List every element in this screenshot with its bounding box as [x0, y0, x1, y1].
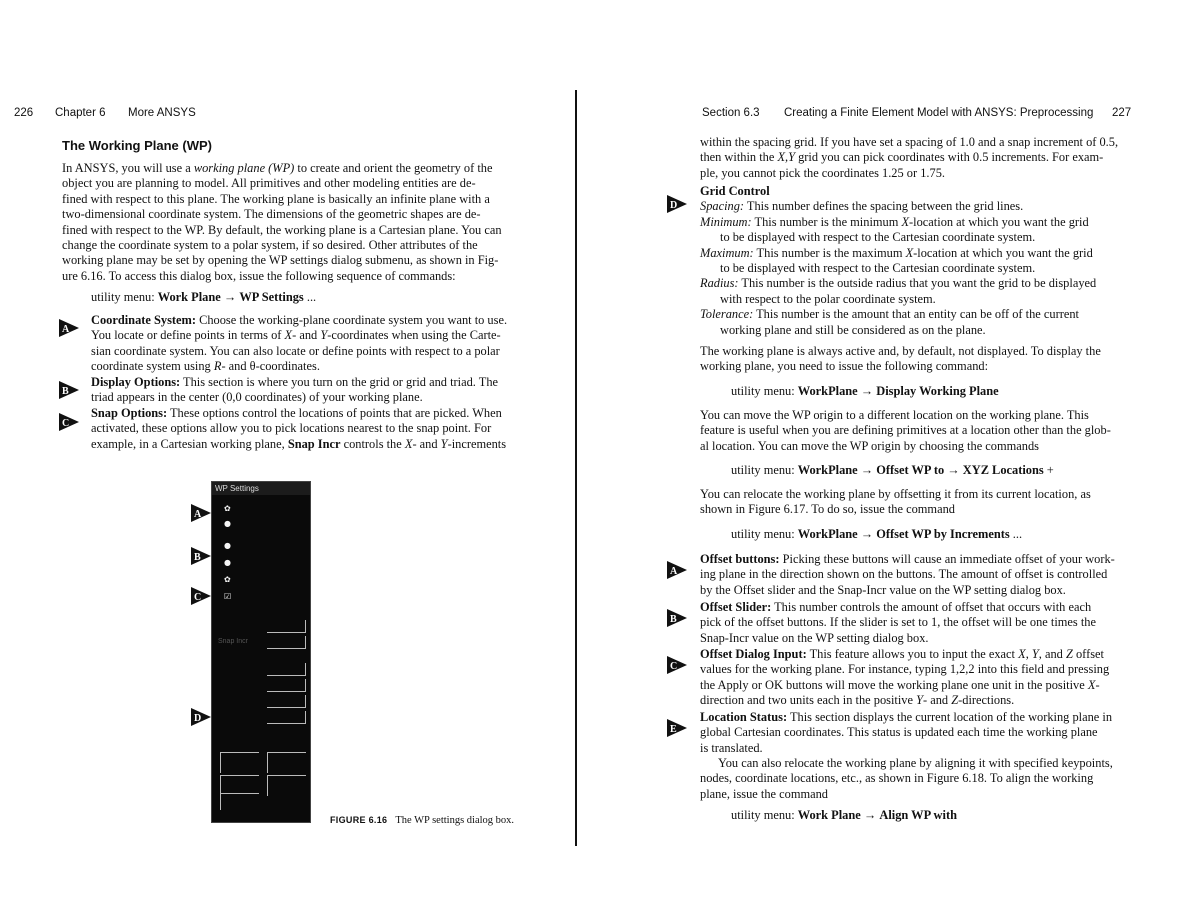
button-frame: [220, 793, 259, 810]
text-line: object you are planning to model. All primitives and other modeling entities are de-: [62, 176, 476, 191]
command-offset-by-increments: utility menu: WorkPlane → Offset WP by Increments ...: [731, 527, 1023, 541]
chapter-title: More ANSYS: [128, 107, 196, 119]
item-offset-dialog-input: Offset Dialog Input: This feature allows you to input the exact X, Y, and Z offset values for the working plane. For instance, typing 1,2,2 into this field and pressing the Apply or OK buttons will move the working plane one unit in the positive X- direction and two units each in the positive Y- and Z-directions.: [700, 647, 1110, 708]
align-paragraph: You can also relocate the working plane by aligning it with specified keypoints, nodes, coordinate locations, etc., as shown in Figure 6.18. To align the working plane, issue the command: [700, 756, 1113, 801]
field-label: Snap Incr: [218, 638, 248, 645]
text-line: working plane may be set by opening the WP settings dialog submenu, as shown in Fig-: [62, 253, 499, 268]
svg-text:C: C: [670, 661, 678, 672]
svg-text:A: A: [194, 509, 202, 520]
item-coordinate-system: Coordinate System: Choose the working-plane coordinate system you want to use. You locate or define points in terms of X- and Y-coordinates when using the Carte- sian coordinate system. You can also locate or define points with respect to a polar coordinate system using R- and θ-coordinates.: [91, 313, 508, 374]
input-field: [267, 679, 306, 692]
marker-c-icon: [58, 412, 80, 432]
command-align-wp: utility menu: Work Plane → Align WP with: [731, 808, 957, 822]
input-field: [267, 636, 306, 649]
svg-text:B: B: [670, 614, 677, 625]
text-line: within the spacing grid. If you have set a spacing of 1.0 and a snap increment of 0.5,: [700, 135, 1119, 149]
radio-icon: ✿: [224, 504, 231, 513]
command-wp-settings: utility menu: Work Plane → WP Settings ...: [91, 290, 317, 304]
move-origin-paragraph: You can move the WP origin to a different location on the working plane. This feature is useful when you are defining primitives at a location other than the glob- al location. You can move the WP origin by choosing the commands: [700, 408, 1111, 453]
text-line: In ANSYS, you will use a working plane (WP) to create and orient the geometry of the: [62, 161, 493, 175]
grid-control-heading: Grid Control: [700, 184, 770, 198]
button-frame: [220, 752, 259, 773]
radio-icon: ●: [224, 558, 231, 567]
item-display-options: Display Options: This section is where you turn on the grid or grid and triad. The triad appears in the center (0,0 coordinates) of your working plane.: [91, 375, 499, 405]
section-label: Section 6.3: [702, 107, 760, 119]
marker-a-right-icon: [666, 560, 688, 580]
section-title: Creating a Finite Element Model with ANSYS: Preprocessing: [784, 107, 1094, 119]
svg-text:E: E: [670, 724, 677, 735]
item-snap-options: Snap Options: These options control the locations of points that are picked. When activated, these options allow you to pick locations nearest to the snap point. For example, in a Cartesian working plane, Snap Incr controls the X- and Y-increments: [91, 406, 507, 451]
text-line: You locate or define points in terms of X- and Y-coordinates when using the Carte-: [91, 328, 501, 343]
book-spine-divider: [575, 90, 577, 846]
figure-marker-d-icon: [190, 707, 212, 727]
checkbox-icon: ☑: [224, 592, 232, 601]
command-display-working-plane: utility menu: WorkPlane → Display Working Plane: [731, 384, 999, 398]
text-line: fined with respect to the WP. By default, the working plane is a Cartesian plane. You can: [62, 222, 502, 237]
input-field: [267, 663, 306, 676]
marker-b-icon: [58, 380, 80, 400]
svg-text:D: D: [670, 200, 678, 211]
button-frame: [267, 775, 306, 796]
figure-marker-c-icon: [190, 586, 212, 606]
display-paragraph: The working plane is always active and, by default, not displayed. To display the working plane, you need to issue the following command:: [700, 344, 1101, 374]
command-offset-wp-to: utility menu: WorkPlane → Offset WP to → XYZ Locations +: [731, 463, 1054, 477]
svg-text:D: D: [194, 713, 202, 724]
text-line: activated, these options allow you to pick locations nearest to the snap point. For: [91, 421, 492, 436]
item-offset-slider: Offset Slider: This number controls the amount of offset that occurs with each pick of the offset buttons. If the slider is set to 1, the offset will be one times the Snap-Incr value on the WP setting dialog box.: [700, 600, 1096, 645]
text-line: example, in a Cartesian working plane, Snap Incr controls the X- and Y-increments: [91, 436, 507, 451]
text-line: then within the X,Y grid you can pick coordinates with 0.5 increments. For exam-: [700, 150, 1104, 165]
page-number-right: 227: [1112, 107, 1132, 119]
text-line: ure 6.16. To access this dialog box, issue the following sequence of commands:: [62, 268, 456, 283]
radio-icon: ●: [224, 541, 231, 550]
text-line: fined with respect to this plane. The working plane is basically an infinite plane with a: [62, 191, 490, 206]
relocate-paragraph: You can relocate the working plane by offsetting it from its current location, as shown in Figure 6.17. To do so, issue the command: [700, 487, 1091, 517]
chapter-label: Chapter 6: [55, 107, 106, 119]
wp-settings-dialog-figure: [211, 481, 311, 823]
input-field: [267, 695, 306, 708]
button-frame: [267, 752, 306, 773]
svg-text:B: B: [194, 552, 201, 563]
figure-caption: FIGURE 6.16 The WP settings dialog box.: [330, 815, 515, 826]
svg-text:C: C: [194, 592, 202, 603]
grid-control-section: Grid Control Spacing: This number defines the spacing between the grid lines. Minimum: This number is the minimum X-location at which you want the grid to be displayed with respect to the Cartesian coordinate system. Maximum: This number is the maximum X-location at which you want the grid to be displayed with respect to the Cartesian coordinate system. Radius: This number is the outside radius that you want the grid to be displayed with respect to the polar coordinate system. Tolerance: This number is the amount that an entity can be off of the current working plane and still be considered as on the plane.: [700, 184, 1097, 337]
item-location-status: Location Status: This section displays the current location of the working plane in global Cartesian coordinates. This status is updated each time the working plane is translated.: [700, 710, 1113, 755]
text-line: ple, you cannot pick the coordinates 1.25 or 1.75.: [700, 165, 945, 180]
svg-text:A: A: [670, 566, 678, 577]
continued-paragraph: [700, 135, 1118, 181]
input-field: [267, 711, 306, 724]
svg-text:B: B: [62, 386, 69, 397]
text-line: triad appears in the center (0,0 coordinates) of your working plane.: [91, 390, 423, 405]
page-number-left: 226: [14, 107, 34, 119]
text-line: coordinate system using R- and θ-coordinates.: [91, 359, 320, 374]
radio-icon: ●: [224, 519, 231, 528]
figure-marker-b-icon: [190, 546, 212, 566]
section-heading: The Working Plane (WP): [62, 138, 212, 153]
marker-b-right-icon: [666, 608, 688, 628]
intro-paragraph: [62, 161, 523, 284]
text-line: change the coordinate system to a polar system, if so desired. Other attributes of the: [62, 238, 478, 253]
marker-c-right-icon: [666, 655, 688, 675]
svg-text:A: A: [62, 324, 70, 335]
dialog-title: WP Settings: [212, 482, 310, 495]
text-line: two-dimensional coordinate system. The dimensions of the geometric shapes are de-: [62, 207, 481, 222]
figure-marker-a-icon: [190, 503, 212, 523]
marker-a-icon: [58, 318, 80, 338]
marker-e-right-icon: [666, 718, 688, 738]
input-field: [267, 620, 306, 633]
radio-icon: ✿: [224, 575, 231, 584]
text-line: sian coordinate system. You can also locate or define points with respect to a polar: [91, 343, 500, 358]
item-offset-buttons: Offset buttons: Picking these buttons will cause an immediate offset of your work- ing plane in the direction shown on the buttons. The amount of offset is controlled by the Offset slider and the Snap-Incr value on the WP setting dialog box.: [700, 552, 1115, 597]
marker-d-icon: [666, 194, 688, 214]
svg-text:C: C: [62, 418, 70, 429]
